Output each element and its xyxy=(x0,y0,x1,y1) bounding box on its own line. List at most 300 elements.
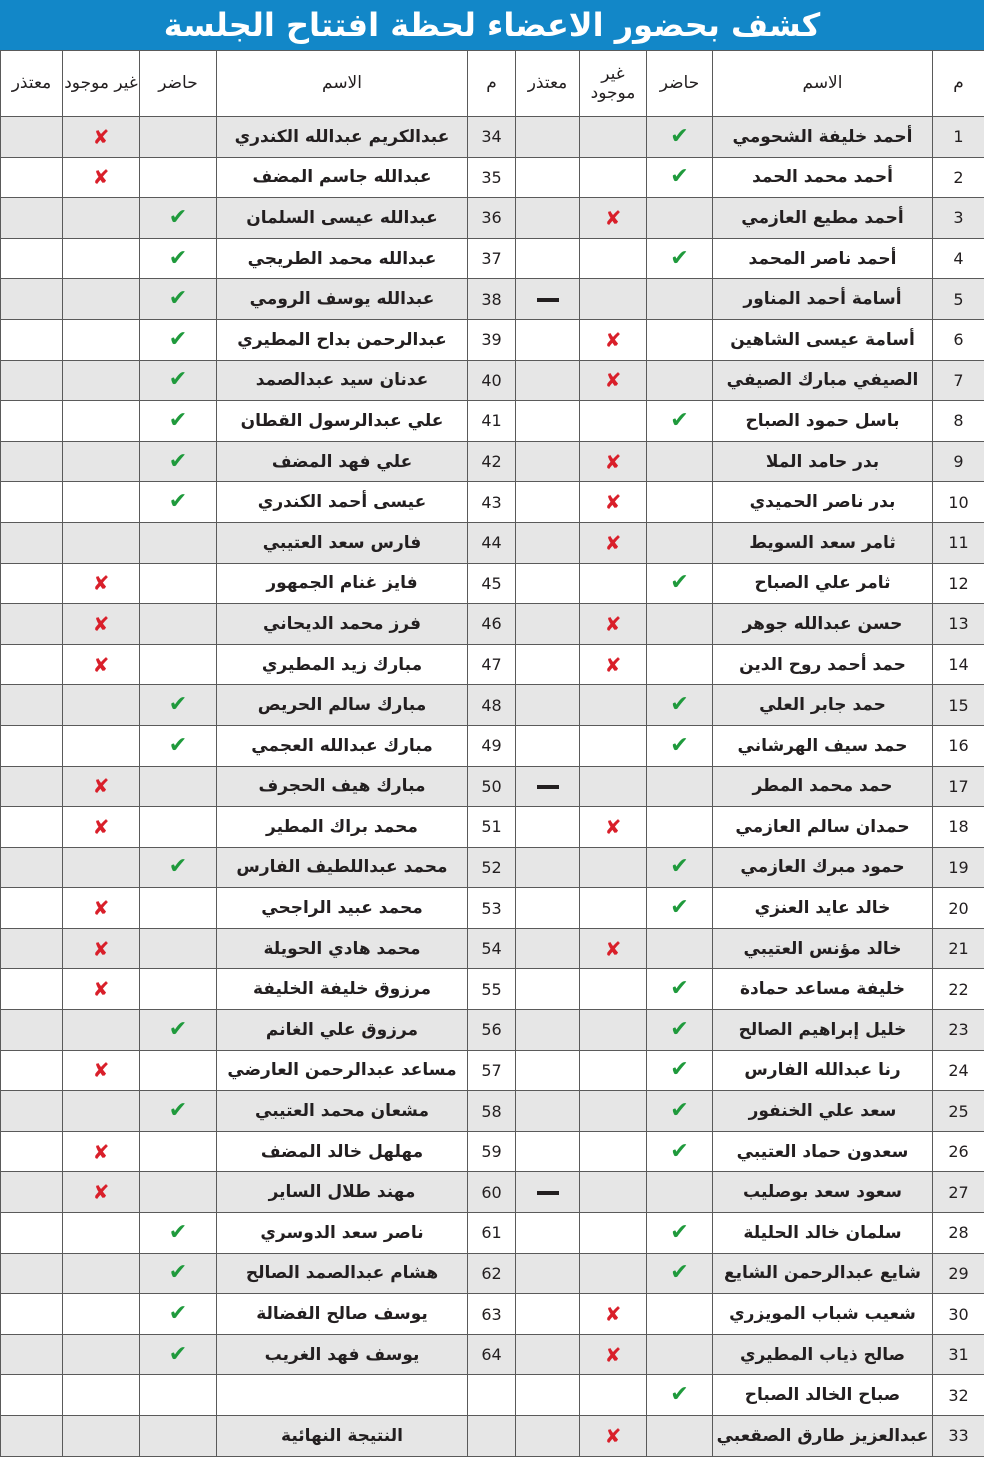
member-number: 23 xyxy=(933,1010,984,1051)
dash-icon xyxy=(537,1191,559,1195)
right-hadir-cell xyxy=(647,1131,713,1172)
check-icon: ✔ xyxy=(670,166,688,188)
table-row xyxy=(1,1294,984,1335)
check-icon: ✔ xyxy=(169,369,187,391)
left-ghayr-cell xyxy=(63,1131,140,1172)
left-mutadh-cell xyxy=(1,1050,63,1091)
cross-icon: ✘ xyxy=(605,1344,622,1366)
right-mutadh-cell xyxy=(516,1091,580,1132)
right-hadir-cell xyxy=(647,157,713,198)
left-ghayr-cell xyxy=(63,482,140,523)
right-mutadh-cell xyxy=(516,1131,580,1172)
right-ghayr-cell xyxy=(580,1091,647,1132)
left-hadir-cell xyxy=(140,847,217,888)
left-ghayr-cell xyxy=(63,117,140,158)
attendance-table xyxy=(0,50,984,1457)
cross-icon: ✘ xyxy=(605,491,622,513)
member-number: 8 xyxy=(933,401,984,442)
cross-icon: ✘ xyxy=(605,613,622,635)
right-mutadh-cell xyxy=(516,644,580,685)
cross-icon: ✘ xyxy=(93,126,110,148)
member-name: شعيب شباب المويزري xyxy=(713,1294,933,1335)
member-name: مرزوق علي الغانم xyxy=(217,1010,468,1051)
member-name: عبدالرحمن بداح المطيري xyxy=(217,319,468,360)
left-ghayr-cell xyxy=(63,1010,140,1051)
member-name: فرز محمد الديحاني xyxy=(217,604,468,645)
left-hadir-cell xyxy=(140,888,217,929)
right-mutadh-cell xyxy=(516,766,580,807)
member-name: حمدان سالم العازمي xyxy=(713,807,933,848)
right-hadir-cell xyxy=(647,1375,713,1416)
table-row xyxy=(1,482,984,523)
right-hadir-cell xyxy=(647,847,713,888)
member-number: 63 xyxy=(468,1294,516,1335)
member-name: خليل إبراهيم الصالح xyxy=(713,1010,933,1051)
left-ghayr-cell xyxy=(63,847,140,888)
table-row xyxy=(1,360,984,401)
member-number: 12 xyxy=(933,563,984,604)
right-hadir-cell xyxy=(647,563,713,604)
member-name: عبدالعزيز طارق الصقعبي xyxy=(713,1416,933,1457)
check-icon: ✔ xyxy=(169,1222,187,1244)
member-number: 14 xyxy=(933,644,984,685)
member-number: 25 xyxy=(933,1091,984,1132)
left-mutadh-cell xyxy=(1,238,63,279)
check-icon: ✔ xyxy=(169,207,187,229)
right-mutadh-cell xyxy=(516,238,580,279)
left-ghayr-cell xyxy=(63,1375,140,1416)
right-ghayr-cell xyxy=(580,1334,647,1375)
right-ghayr-cell xyxy=(580,1131,647,1172)
member-number: 40 xyxy=(468,360,516,401)
left-hadir-cell xyxy=(140,401,217,442)
member-number: 6 xyxy=(933,319,984,360)
table-row xyxy=(1,279,984,320)
left-ghayr-cell xyxy=(63,1253,140,1294)
member-name: مبارك سالم الحريص xyxy=(217,685,468,726)
left-ghayr-cell xyxy=(63,279,140,320)
table-row xyxy=(1,644,984,685)
left-mutadh-cell xyxy=(1,441,63,482)
right-hadir-cell xyxy=(647,522,713,563)
member-name: حسن عبدالله جوهر xyxy=(713,604,933,645)
left-ghayr-cell xyxy=(63,157,140,198)
member-name: علي عبدالرسول القطان xyxy=(217,401,468,442)
member-name: ثامر علي الصباح xyxy=(713,563,933,604)
member-number xyxy=(468,1416,516,1457)
member-name: مساعد عبدالرحمن العارضي xyxy=(217,1050,468,1091)
check-icon: ✔ xyxy=(169,1303,187,1325)
check-icon: ✔ xyxy=(169,694,187,716)
member-number: 24 xyxy=(933,1050,984,1091)
check-icon: ✔ xyxy=(169,491,187,513)
table-row xyxy=(1,1010,984,1051)
table-row xyxy=(1,319,984,360)
left-hadir-cell xyxy=(140,1253,217,1294)
member-number: 29 xyxy=(933,1253,984,1294)
right-mutadh-cell xyxy=(516,604,580,645)
right-ghayr-cell xyxy=(580,1253,647,1294)
member-name: بدر ناصر الحميدي xyxy=(713,482,933,523)
left-ghayr-cell xyxy=(63,401,140,442)
left-ghayr-cell xyxy=(63,563,140,604)
member-number: 56 xyxy=(468,1010,516,1051)
member-name: بدر حامد الملا xyxy=(713,441,933,482)
right-ghayr-cell xyxy=(580,360,647,401)
member-number: 10 xyxy=(933,482,984,523)
left-hadir-cell xyxy=(140,441,217,482)
table-row xyxy=(1,1213,984,1254)
left-ghayr-cell xyxy=(63,1172,140,1213)
cross-icon: ✘ xyxy=(93,938,110,960)
member-name: أسامة عيسى الشاهين xyxy=(713,319,933,360)
member-name: سلمان خالد الحليلة xyxy=(713,1213,933,1254)
cross-icon: ✘ xyxy=(605,1425,622,1447)
table-row xyxy=(1,563,984,604)
member-name: سعدون حماد العتيبي xyxy=(713,1131,933,1172)
table-row xyxy=(1,157,984,198)
check-icon: ✔ xyxy=(670,1384,688,1406)
cross-icon: ✘ xyxy=(93,572,110,594)
right-hadir-cell xyxy=(647,1334,713,1375)
left-hadir-cell xyxy=(140,725,217,766)
member-name: حمد جابر العلي xyxy=(713,685,933,726)
left-mutadh-cell xyxy=(1,1375,63,1416)
right-ghayr-cell xyxy=(580,1010,647,1051)
right-mutadh-cell xyxy=(516,928,580,969)
check-icon: ✔ xyxy=(670,1059,688,1081)
left-hadir-cell xyxy=(140,928,217,969)
check-icon: ✔ xyxy=(169,1019,187,1041)
member-name: ثامر سعد السويط xyxy=(713,522,933,563)
member-number: 45 xyxy=(468,563,516,604)
cross-icon: ✘ xyxy=(93,1181,110,1203)
header-absent-left: غير موجود xyxy=(63,51,140,117)
member-name: صالح ذياب المطيري xyxy=(713,1334,933,1375)
table-row xyxy=(1,604,984,645)
cross-icon: ✘ xyxy=(93,978,110,1000)
left-hadir-cell xyxy=(140,1294,217,1335)
right-mutadh-cell xyxy=(516,401,580,442)
member-name: حمد محمد المطر xyxy=(713,766,933,807)
member-number xyxy=(468,1375,516,1416)
table-row xyxy=(1,522,984,563)
right-hadir-cell xyxy=(647,928,713,969)
right-ghayr-cell xyxy=(580,847,647,888)
right-mutadh-cell xyxy=(516,1416,580,1457)
right-mutadh-cell xyxy=(516,117,580,158)
member-number: 9 xyxy=(933,441,984,482)
member-number: 55 xyxy=(468,969,516,1010)
right-hadir-cell xyxy=(647,238,713,279)
right-ghayr-cell xyxy=(580,279,647,320)
check-icon: ✔ xyxy=(670,410,688,432)
cross-icon: ✘ xyxy=(605,532,622,554)
left-mutadh-cell xyxy=(1,644,63,685)
left-hadir-cell xyxy=(140,198,217,239)
right-ghayr-cell xyxy=(580,563,647,604)
right-mutadh-cell xyxy=(516,1294,580,1335)
left-ghayr-cell xyxy=(63,644,140,685)
left-ghayr-cell xyxy=(63,725,140,766)
table-row xyxy=(1,1253,984,1294)
member-number: 4 xyxy=(933,238,984,279)
member-name: صباح الخالد الصباح xyxy=(713,1375,933,1416)
left-ghayr-cell xyxy=(63,1334,140,1375)
left-mutadh-cell xyxy=(1,319,63,360)
cross-icon: ✘ xyxy=(93,897,110,919)
member-number: 41 xyxy=(468,401,516,442)
right-hadir-cell xyxy=(647,360,713,401)
left-mutadh-cell xyxy=(1,563,63,604)
right-mutadh-cell xyxy=(516,157,580,198)
left-mutadh-cell xyxy=(1,117,63,158)
left-mutadh-cell xyxy=(1,1010,63,1051)
member-number: 22 xyxy=(933,969,984,1010)
left-mutadh-cell xyxy=(1,1131,63,1172)
right-mutadh-cell xyxy=(516,969,580,1010)
right-ghayr-cell xyxy=(580,1294,647,1335)
member-number: 51 xyxy=(468,807,516,848)
member-number: 30 xyxy=(933,1294,984,1335)
right-mutadh-cell xyxy=(516,888,580,929)
right-hadir-cell xyxy=(647,807,713,848)
right-ghayr-cell xyxy=(580,1213,647,1254)
left-mutadh-cell xyxy=(1,847,63,888)
left-mutadh-cell xyxy=(1,685,63,726)
right-hadir-cell xyxy=(647,441,713,482)
right-hadir-cell xyxy=(647,604,713,645)
member-number: 54 xyxy=(468,928,516,969)
check-icon: ✔ xyxy=(169,856,187,878)
cross-icon: ✘ xyxy=(605,938,622,960)
right-ghayr-cell xyxy=(580,482,647,523)
left-ghayr-cell xyxy=(63,807,140,848)
member-number: 39 xyxy=(468,319,516,360)
check-icon: ✔ xyxy=(670,1141,688,1163)
check-icon: ✔ xyxy=(670,572,688,594)
right-mutadh-cell xyxy=(516,279,580,320)
table-row xyxy=(1,1050,984,1091)
member-name: حمود مبرك العازمي xyxy=(713,847,933,888)
left-hadir-cell xyxy=(140,157,217,198)
check-icon: ✔ xyxy=(670,897,688,919)
left-hadir-cell xyxy=(140,604,217,645)
left-hadir-cell xyxy=(140,279,217,320)
member-number: 13 xyxy=(933,604,984,645)
table-row xyxy=(1,1375,984,1416)
header-num-left: م xyxy=(468,51,516,117)
member-number: 49 xyxy=(468,725,516,766)
left-hadir-cell xyxy=(140,766,217,807)
right-ghayr-cell xyxy=(580,928,647,969)
right-hadir-cell xyxy=(647,1010,713,1051)
left-mutadh-cell xyxy=(1,1294,63,1335)
member-number: 20 xyxy=(933,888,984,929)
right-ghayr-cell xyxy=(580,401,647,442)
right-hadir-cell xyxy=(647,1294,713,1335)
left-mutadh-cell xyxy=(1,522,63,563)
right-hadir-cell xyxy=(647,1416,713,1457)
left-ghayr-cell xyxy=(63,766,140,807)
member-name: فارس سعد العتيبي xyxy=(217,522,468,563)
member-number: 1 xyxy=(933,117,984,158)
member-name: باسل حمود الصباح xyxy=(713,401,933,442)
member-name: خليفة مساعد حمادة xyxy=(713,969,933,1010)
member-name: عبدالله عيسى السلمان xyxy=(217,198,468,239)
cross-icon: ✘ xyxy=(605,329,622,351)
right-ghayr-cell xyxy=(580,725,647,766)
table-row xyxy=(1,117,984,158)
left-hadir-cell xyxy=(140,117,217,158)
check-icon: ✔ xyxy=(670,1222,688,1244)
left-hadir-cell xyxy=(140,685,217,726)
right-mutadh-cell xyxy=(516,1050,580,1091)
member-name: سعد علي الخنفور xyxy=(713,1091,933,1132)
left-ghayr-cell xyxy=(63,1213,140,1254)
member-number: 34 xyxy=(468,117,516,158)
right-ghayr-cell xyxy=(580,644,647,685)
member-number: 61 xyxy=(468,1213,516,1254)
left-hadir-cell xyxy=(140,238,217,279)
right-ghayr-cell xyxy=(580,685,647,726)
right-hadir-cell xyxy=(647,725,713,766)
member-number: 43 xyxy=(468,482,516,523)
table-body xyxy=(1,117,984,1457)
right-hadir-cell xyxy=(647,1091,713,1132)
member-number: 36 xyxy=(468,198,516,239)
member-name: مرزوق خليفة الخليفة xyxy=(217,969,468,1010)
member-number: 28 xyxy=(933,1213,984,1254)
right-ghayr-cell xyxy=(580,1172,647,1213)
table-row xyxy=(1,766,984,807)
right-ghayr-cell xyxy=(580,888,647,929)
left-ghayr-cell xyxy=(63,604,140,645)
member-name: محمد عبداللطيف الفارس xyxy=(217,847,468,888)
left-ghayr-cell xyxy=(63,928,140,969)
right-ghayr-cell xyxy=(580,807,647,848)
left-mutadh-cell xyxy=(1,1253,63,1294)
sheet-title: كشف بحضور الاعضاء لحظة افتتاح الجلسة xyxy=(0,0,984,50)
left-hadir-cell xyxy=(140,1416,217,1457)
right-mutadh-cell xyxy=(516,1253,580,1294)
right-hadir-cell xyxy=(647,482,713,523)
left-hadir-cell xyxy=(140,1050,217,1091)
check-icon: ✔ xyxy=(670,1262,688,1284)
left-mutadh-cell xyxy=(1,1334,63,1375)
left-mutadh-cell xyxy=(1,1091,63,1132)
right-mutadh-cell xyxy=(516,482,580,523)
member-number: 5 xyxy=(933,279,984,320)
member-number: 37 xyxy=(468,238,516,279)
check-icon: ✔ xyxy=(169,1100,187,1122)
member-name: مبارك عبدالله العجمي xyxy=(217,725,468,766)
member-name: أحمد محمد الحمد xyxy=(713,157,933,198)
member-name: الصيفي مبارك الصيفي xyxy=(713,360,933,401)
member-number: 16 xyxy=(933,725,984,766)
right-hadir-cell xyxy=(647,685,713,726)
header-present-right: حاضر xyxy=(647,51,713,117)
right-ghayr-cell xyxy=(580,1375,647,1416)
cross-icon: ✘ xyxy=(605,654,622,676)
cross-icon: ✘ xyxy=(93,654,110,676)
right-mutadh-cell xyxy=(516,1334,580,1375)
left-ghayr-cell xyxy=(63,238,140,279)
right-hadir-cell xyxy=(647,319,713,360)
header-excused-left: معتذر xyxy=(1,51,63,117)
member-name: فايز غنام الجمهور xyxy=(217,563,468,604)
member-name: مبارك زيد المطيري xyxy=(217,644,468,685)
member-name: عدنان سيد عبدالصمد xyxy=(217,360,468,401)
cross-icon: ✘ xyxy=(605,207,622,229)
member-number: 31 xyxy=(933,1334,984,1375)
cross-icon: ✘ xyxy=(93,1059,110,1081)
left-hadir-cell xyxy=(140,1131,217,1172)
check-icon: ✔ xyxy=(169,329,187,351)
member-number: 2 xyxy=(933,157,984,198)
right-ghayr-cell xyxy=(580,198,647,239)
left-ghayr-cell xyxy=(63,319,140,360)
right-mutadh-cell xyxy=(516,198,580,239)
member-number: 46 xyxy=(468,604,516,645)
member-number: 50 xyxy=(468,766,516,807)
right-hadir-cell xyxy=(647,1050,713,1091)
member-name: هشام عبدالصمد الصالح xyxy=(217,1253,468,1294)
member-name: أحمد مطيع العازمي xyxy=(713,198,933,239)
right-mutadh-cell xyxy=(516,441,580,482)
member-name: محمد عبيد الراجحي xyxy=(217,888,468,929)
check-icon: ✔ xyxy=(670,978,688,1000)
left-mutadh-cell xyxy=(1,279,63,320)
left-ghayr-cell xyxy=(63,1416,140,1457)
cross-icon: ✘ xyxy=(605,451,622,473)
right-ghayr-cell xyxy=(580,1416,647,1457)
member-name xyxy=(217,1375,468,1416)
check-icon: ✔ xyxy=(670,126,688,148)
member-number: 64 xyxy=(468,1334,516,1375)
member-number: 32 xyxy=(933,1375,984,1416)
table-row xyxy=(1,807,984,848)
table-row xyxy=(1,198,984,239)
member-name: مشعان محمد العتيبي xyxy=(217,1091,468,1132)
right-ghayr-cell xyxy=(580,157,647,198)
table-row xyxy=(1,969,984,1010)
left-ghayr-cell xyxy=(63,522,140,563)
right-hadir-cell xyxy=(647,766,713,807)
right-mutadh-cell xyxy=(516,522,580,563)
table-row xyxy=(1,1091,984,1132)
right-hadir-cell xyxy=(647,644,713,685)
member-number: 38 xyxy=(468,279,516,320)
member-name: يوسف فهد الغريب xyxy=(217,1334,468,1375)
member-number: 26 xyxy=(933,1131,984,1172)
member-number: 15 xyxy=(933,685,984,726)
member-number: 59 xyxy=(468,1131,516,1172)
member-name: مهند طلال الساير xyxy=(217,1172,468,1213)
right-ghayr-cell xyxy=(580,238,647,279)
left-mutadh-cell xyxy=(1,1213,63,1254)
left-mutadh-cell xyxy=(1,604,63,645)
right-mutadh-cell xyxy=(516,807,580,848)
left-ghayr-cell xyxy=(63,198,140,239)
member-number: 60 xyxy=(468,1172,516,1213)
left-mutadh-cell xyxy=(1,928,63,969)
member-number: 42 xyxy=(468,441,516,482)
right-hadir-cell xyxy=(647,198,713,239)
check-icon: ✔ xyxy=(670,248,688,270)
member-number: 19 xyxy=(933,847,984,888)
left-hadir-cell xyxy=(140,969,217,1010)
